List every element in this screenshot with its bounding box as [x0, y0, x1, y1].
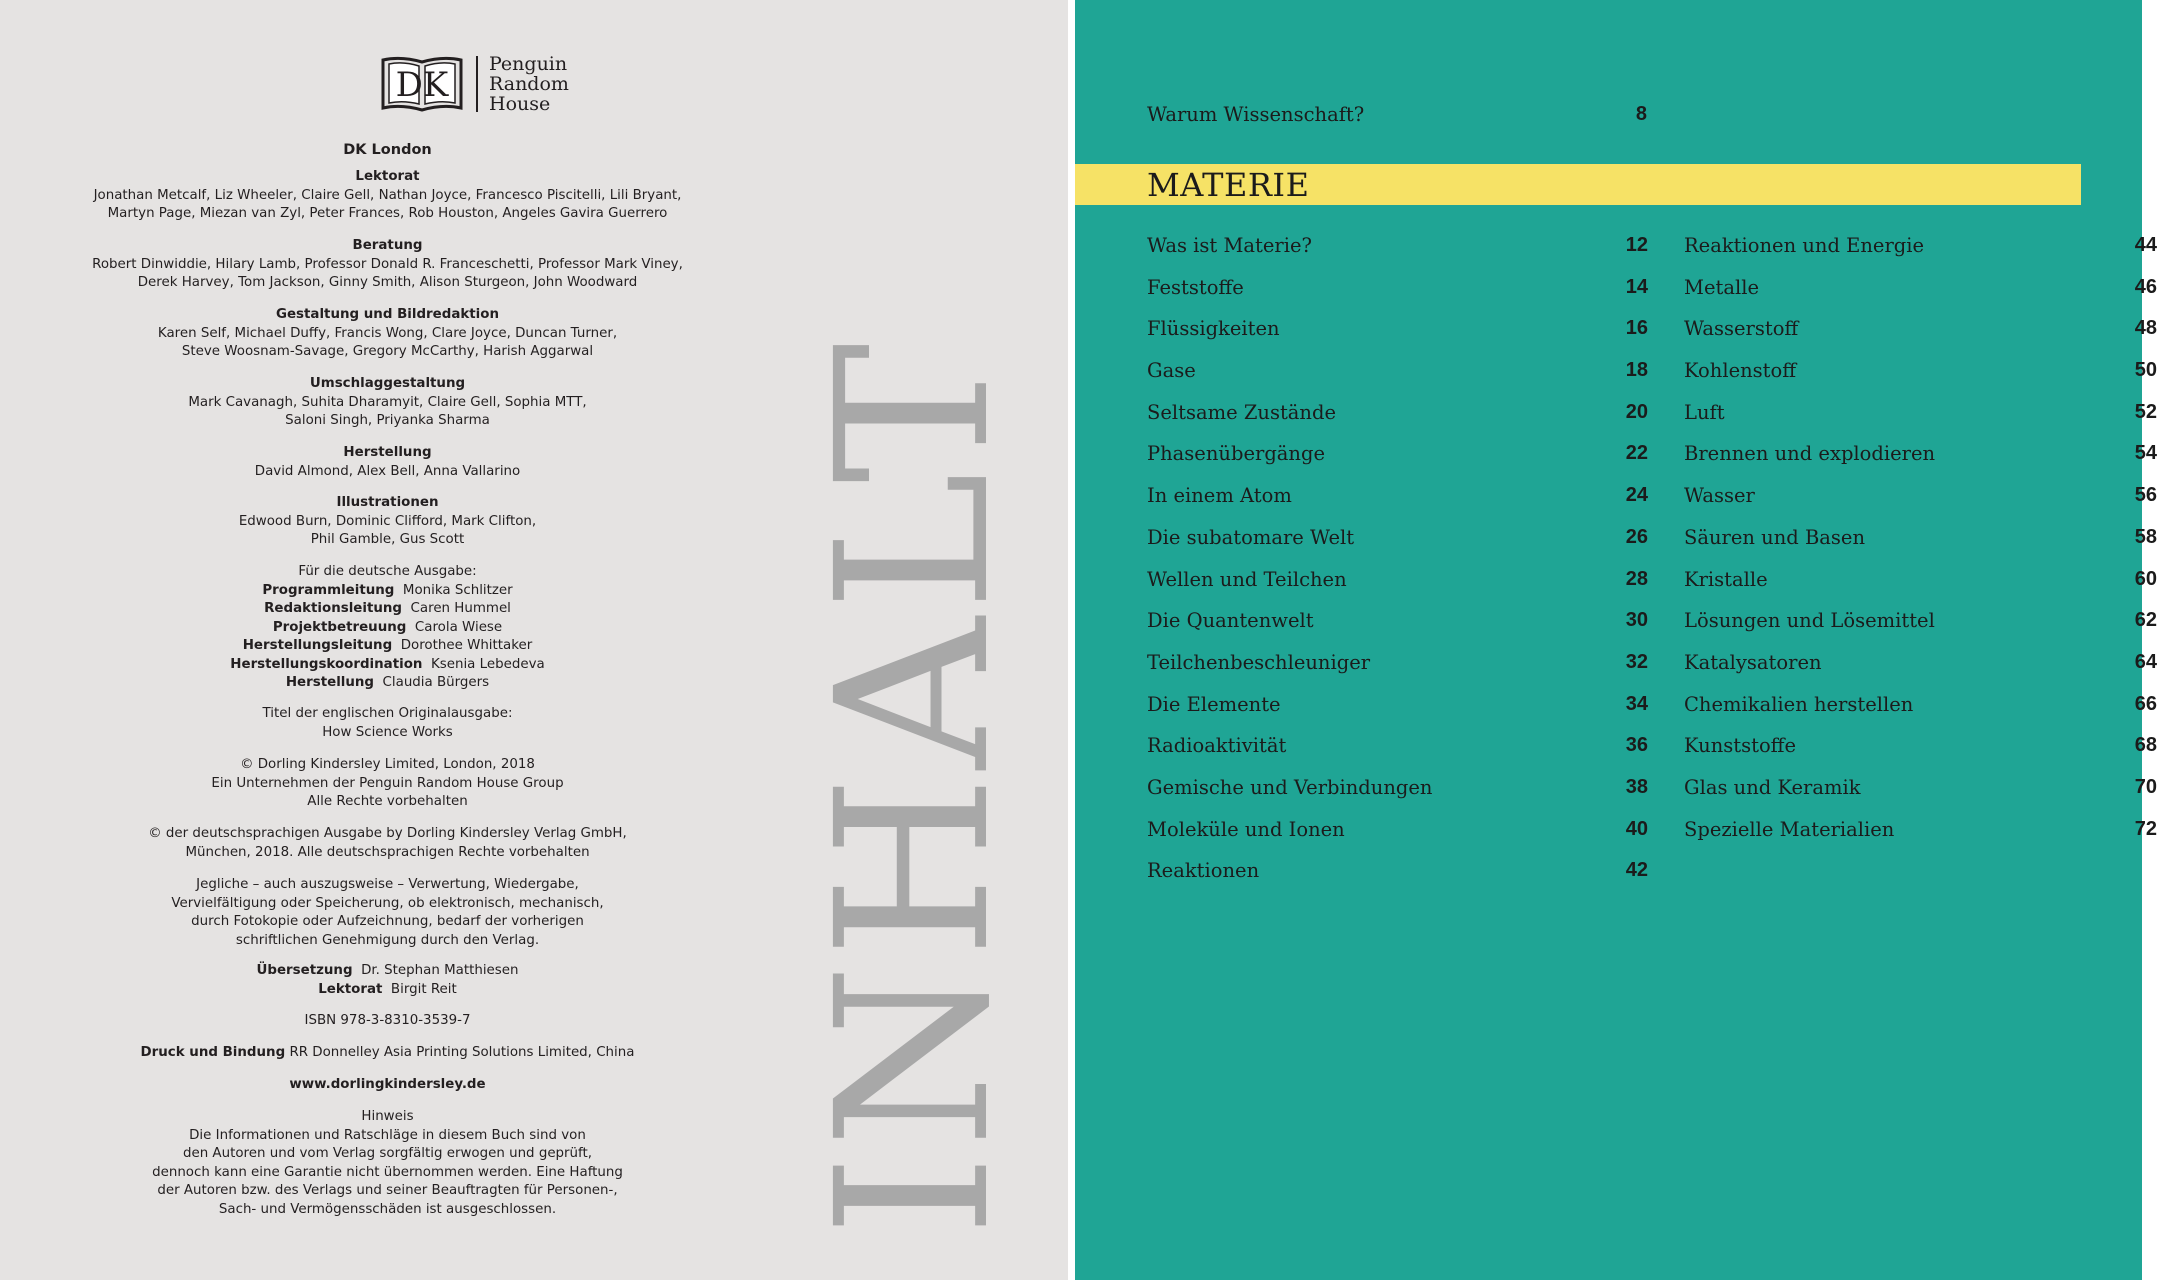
toc-entry-title: Luft: [1684, 400, 1725, 424]
toc-entry-page: 44: [2134, 234, 2157, 256]
credits-illustrationen: [85, 494, 690, 550]
toc-entry-page: 22: [1625, 442, 1648, 465]
role-label: Übersetzung: [256, 963, 353, 978]
toc-column-1: [1147, 234, 1648, 901]
credit-line: Saloni Singh, Priyanka Sharma: [285, 413, 490, 428]
toc-entry[interactable]: [1147, 734, 1648, 776]
toc-entry-page: 68: [2134, 734, 2157, 757]
role-label: Herstellungsleitung: [242, 638, 393, 653]
penguin-random-house-wordmark: [489, 54, 569, 114]
contents-page: [1075, 0, 2157, 1280]
role-label: Herstellung: [285, 675, 375, 690]
role-line: [85, 674, 690, 693]
toc-entry-title: Glas und Keramik: [1684, 775, 1861, 799]
text-line: der Autoren bzw. des Verlags und seiner Beauftragten für Personen-,: [157, 1183, 618, 1198]
text-line: © der deutschsprachigen Ausgabe by Dorling Kindersley Verlag GmbH,: [148, 826, 627, 841]
credit-heading: Gestaltung und Bildredaktion: [275, 307, 499, 322]
toc-entry-title: Reaktionen und Energie: [1684, 234, 1925, 257]
toc-entry[interactable]: [1684, 609, 2157, 651]
toc-entry[interactable]: [1147, 317, 1648, 359]
toc-entry-page: 54: [2134, 442, 2157, 465]
toc-entry-title: Warum Wissenschaft?: [1147, 103, 1365, 126]
toc-entry-page: 64: [2134, 650, 2157, 673]
text-line: schriftlichen Genehmigung durch den Verlag.: [235, 932, 540, 948]
role-line: [85, 637, 690, 656]
credit-heading: Beratung: [352, 238, 423, 253]
role-name: Dorothee Whittaker: [400, 638, 533, 653]
credits-gestaltung: [85, 306, 690, 362]
role-line: [85, 582, 690, 601]
toc-entry-page: 48: [2134, 317, 2157, 340]
role-line: [85, 619, 690, 638]
logo-divider: [476, 56, 478, 112]
toc-entry[interactable]: [1684, 484, 2157, 526]
toc-entry[interactable]: [1147, 359, 1648, 401]
toc-entry-title: Die subatomare Welt: [1147, 525, 1355, 549]
text-line: den Autoren und vom Verlag sorgfältig erwogen und geprüft,: [182, 1146, 593, 1161]
note-heading: Hinweis: [361, 1109, 414, 1124]
vertical-title: INHALT: [791, 337, 1036, 1237]
credit-line: Phil Gamble, Gus Scott: [310, 532, 465, 547]
credits-beratung: [85, 237, 690, 293]
print-credit: [85, 1044, 690, 1063]
toc-entry-title: Seltsame Zustände: [1147, 400, 1336, 424]
toc-entry-page: 52: [2134, 400, 2157, 423]
role-label: Druck und Bindung: [140, 1045, 286, 1060]
credit-line: Robert Dinwiddie, Hilary Lamb, Professor Donald R. Franceschetti, Professor Mark Viney,: [92, 256, 683, 272]
imprint-title: DK London: [343, 142, 432, 158]
toc-entry-title: Kunststoffe: [1684, 734, 1797, 758]
credit-line: Jonathan Metcalf, Liz Wheeler, Claire Gell, Nathan Joyce, Francesco Piscitelli, Lili Bryant,: [93, 187, 682, 203]
toc-entry-page: 56: [2134, 484, 2157, 507]
toc-entry-page: 32: [1625, 650, 1648, 673]
toc-entry-title: Die Quantenwelt: [1147, 609, 1314, 633]
credit-line: Derek Harvey, Tom Jackson, Ginny Smith, Alison Sturgeon, John Woodward: [137, 275, 638, 290]
credit-heading: Umschlaggestaltung: [309, 376, 466, 391]
text-line: © Dorling Kindersley Limited, London, 2018: [240, 757, 535, 772]
credits-lektorat: [85, 168, 690, 224]
role-line: [85, 962, 690, 981]
credit-line: David Almond, Alex Bell, Anna Vallarino: [254, 463, 521, 479]
toc-entry[interactable]: [1147, 442, 1648, 484]
credit-line: Mark Cavanagh, Suhita Dharamyit, Claire Gell, Sophia MTT,: [188, 394, 587, 410]
toc-entry-page: 58: [2134, 525, 2157, 548]
toc-entry-page: 72: [2134, 817, 2157, 840]
toc-entry[interactable]: [1684, 359, 2157, 401]
toc-entry-page: 66: [2134, 692, 2157, 715]
toc-entry[interactable]: [1147, 818, 1648, 860]
dk-book-icon: [381, 54, 463, 112]
toc-entry[interactable]: [1147, 484, 1648, 526]
german-edition-credits: [85, 563, 690, 693]
toc-entry-page: 16: [1625, 317, 1648, 340]
role-name: Carola Wiese: [414, 619, 503, 635]
credit-line: Steve Woosnam-Savage, Gregory McCarthy, Harish Aggarwal: [181, 344, 594, 359]
toc-entry[interactable]: [1684, 651, 2157, 693]
role-name: Dr. Stephan Matthiesen: [361, 963, 519, 978]
credits-umschlag: [85, 375, 690, 431]
page-gutter: [1068, 0, 1075, 1280]
toc-entry-title: Kohlenstoff: [1684, 359, 1797, 383]
toc-entry-page: 30: [1625, 609, 1648, 632]
role-label: Projektbetreuung: [272, 619, 407, 635]
toc-entry[interactable]: [1147, 609, 1648, 651]
isbn: ISBN 978-3-8310-3539-7: [304, 1013, 471, 1028]
toc-entry-title: Reaktionen: [1147, 859, 1260, 883]
toc-entry-page: 70: [2134, 775, 2157, 798]
role-name: RR Donnelley Asia Printing Solutions Limited, China: [289, 1045, 635, 1060]
toc-entry-title: Katalysatoren: [1684, 650, 1822, 674]
toc-entry[interactable]: [1147, 526, 1648, 568]
translation-credits: [85, 962, 690, 999]
credit-heading: Herstellung: [343, 445, 432, 460]
toc-entry[interactable]: [1147, 401, 1648, 443]
toc-entry-title: Radioaktivität: [1147, 734, 1287, 758]
credit-line: Martyn Page, Miezan van Zyl, Peter Frances, Rob Houston, Angeles Gavira Guerrero: [107, 206, 668, 221]
text-line: Titel der englischen Originalausgabe:: [262, 706, 513, 721]
toc-entry[interactable]: [1147, 276, 1648, 318]
toc-entry-page: 50: [2134, 359, 2157, 382]
role-name: Birgit Reit: [390, 981, 457, 997]
text-line: Vervielfältigung oder Speicherung, ob elektronisch, mechanisch,: [171, 895, 604, 911]
text-line: Alle Rechte vorbehalten: [307, 794, 468, 809]
toc-entry-page: 12: [1625, 234, 1648, 256]
text-line: Sach- und Vermögensschäden ist ausgeschlossen.: [218, 1201, 557, 1217]
rights-notice: [85, 876, 690, 950]
toc-entry-title: Moleküle und Ionen: [1147, 817, 1345, 841]
role-line: [85, 600, 690, 619]
toc-entry[interactable]: [1684, 776, 2157, 818]
role-name: Claudia Bürgers: [382, 675, 490, 690]
toc-entry[interactable]: [1684, 526, 2157, 568]
role-line: [85, 981, 690, 1000]
toc-entry-title: Teilchenbeschleuniger: [1147, 650, 1371, 674]
credit-heading: Illustrationen: [336, 495, 439, 510]
toc-entry-title: Brennen und explodieren: [1684, 442, 1936, 466]
toc-entry-page: 42: [1625, 859, 1648, 882]
toc-entry-title: Flüssigkeiten: [1147, 317, 1280, 341]
role-line: [85, 656, 690, 675]
chapter-title: MATERIE: [1147, 166, 1310, 204]
toc-entry[interactable]: [1684, 234, 2157, 276]
toc-entry-title: Säuren und Basen: [1684, 525, 1866, 549]
disclaimer-note: [85, 1108, 690, 1219]
toc-entry[interactable]: [1684, 568, 2157, 610]
text-line: Jegliche – auch auszugsweise – Verwertung, Wiedergabe,: [196, 877, 579, 892]
toc-entry-title: Metalle: [1684, 275, 1759, 299]
toc-entry[interactable]: [1684, 818, 2157, 860]
toc-column-2: [1684, 234, 2157, 859]
toc-entry-title: Wasser: [1684, 484, 1755, 508]
toc-entry-page: 38: [1625, 775, 1648, 798]
toc-entry-title: In einem Atom: [1147, 484, 1292, 508]
toc-entry-page: 40: [1625, 817, 1648, 840]
toc-entry-title: Kristalle: [1684, 567, 1768, 591]
toc-entry[interactable]: [1147, 234, 1648, 276]
role-name: Monika Schlitzer: [402, 582, 513, 598]
imprint-page: [0, 0, 1068, 1280]
role-label: Programmleitung: [262, 582, 395, 598]
text-line: durch Fotokopie oder Aufzeichnung, bedarf der vorherigen: [191, 914, 584, 929]
credit-line: Edwood Burn, Dominic Clifford, Mark Clifton,: [238, 513, 537, 529]
toc-entry-title: Was ist Materie?: [1147, 234, 1312, 257]
wordmark-line: Random: [489, 73, 569, 95]
toc-entry-title: Gase: [1147, 359, 1196, 383]
toc-entry-title: Spezielle Materialien: [1684, 817, 1895, 841]
toc-entry[interactable]: [1147, 859, 1648, 901]
role-label: Herstellungskoordination: [230, 656, 423, 672]
german-edition-intro: Für die deutsche Ausgabe:: [298, 564, 477, 579]
role-name: Ksenia Lebedeva: [430, 656, 545, 672]
toc-entry-title: Die Elemente: [1147, 692, 1281, 716]
text-line: How Science Works: [322, 724, 453, 740]
toc-entry-title: Lösungen und Lösemittel: [1684, 609, 1935, 633]
toc-entry-page: 20: [1625, 400, 1648, 423]
toc-entry[interactable]: [1147, 693, 1648, 735]
role-label: Redaktionsleitung: [264, 601, 403, 616]
toc-entry[interactable]: [1684, 401, 2157, 443]
text-line: dennoch kann eine Garantie nicht übernommen werden. Eine Haftung: [152, 1164, 623, 1180]
credits-herstellung: [85, 444, 690, 481]
toc-entry-page: 8: [1635, 103, 1647, 125]
website-link[interactable]: www.dorlingkindersley.de: [289, 1077, 486, 1092]
role-label: Lektorat: [318, 981, 383, 997]
toc-entry-title: Wasserstoff: [1684, 317, 1799, 341]
toc-entry-title: Gemische und Verbindungen: [1147, 775, 1433, 799]
toc-entry-intro[interactable]: [1147, 103, 1647, 139]
role-name: Caren Hummel: [410, 601, 511, 616]
dk-mark: DK: [395, 65, 449, 105]
text-line: Ein Unternehmen der Penguin Random House Group: [211, 775, 564, 791]
toc-entry[interactable]: [1684, 442, 2157, 484]
toc-entry-title: Feststoffe: [1147, 275, 1244, 299]
wordmark-line: Penguin: [489, 53, 568, 75]
credit-line: Karen Self, Michael Duffy, Francis Wong, Clare Joyce, Duncan Turner,: [157, 325, 618, 341]
toc-entry[interactable]: [1147, 651, 1648, 693]
publisher-logo: [381, 54, 581, 114]
chapter-band: [1075, 164, 2081, 205]
toc-entry-page: 36: [1625, 734, 1648, 757]
toc-entry[interactable]: [1147, 776, 1648, 818]
text-line: München, 2018. Alle deutschsprachigen Rechte vorbehalten: [185, 844, 590, 860]
toc-entry-page: 28: [1625, 567, 1648, 590]
toc-entry-page: 46: [2134, 275, 2157, 298]
toc-entry-page: 26: [1625, 525, 1648, 548]
original-title: [85, 705, 690, 742]
toc-entry[interactable]: [1684, 317, 2157, 359]
copyright-german: [85, 825, 690, 862]
wordmark-line: House: [489, 93, 551, 115]
toc-entry-title: Phasenübergänge: [1147, 442, 1326, 466]
toc-entry[interactable]: [1684, 734, 2157, 776]
toc-entry[interactable]: [1684, 693, 2157, 735]
toc-entry-page: 60: [2134, 567, 2157, 590]
toc-entry-title: Chemikalien herstellen: [1684, 692, 1914, 716]
toc-entry[interactable]: [1147, 568, 1648, 610]
toc-entry-page: 14: [1625, 275, 1648, 298]
text-line: Die Informationen und Ratschläge in diesem Buch sind von: [189, 1127, 586, 1143]
toc-entry-page: 34: [1625, 692, 1648, 715]
credit-heading: Lektorat: [355, 169, 420, 184]
toc-entry-page: 18: [1625, 359, 1648, 382]
toc-entry-title: Wellen und Teilchen: [1147, 567, 1347, 591]
toc-entry-page: 24: [1625, 484, 1648, 507]
copyright-original: [85, 756, 690, 812]
toc-entry[interactable]: [1684, 276, 2157, 318]
toc-entry-page: 62: [2134, 609, 2157, 632]
